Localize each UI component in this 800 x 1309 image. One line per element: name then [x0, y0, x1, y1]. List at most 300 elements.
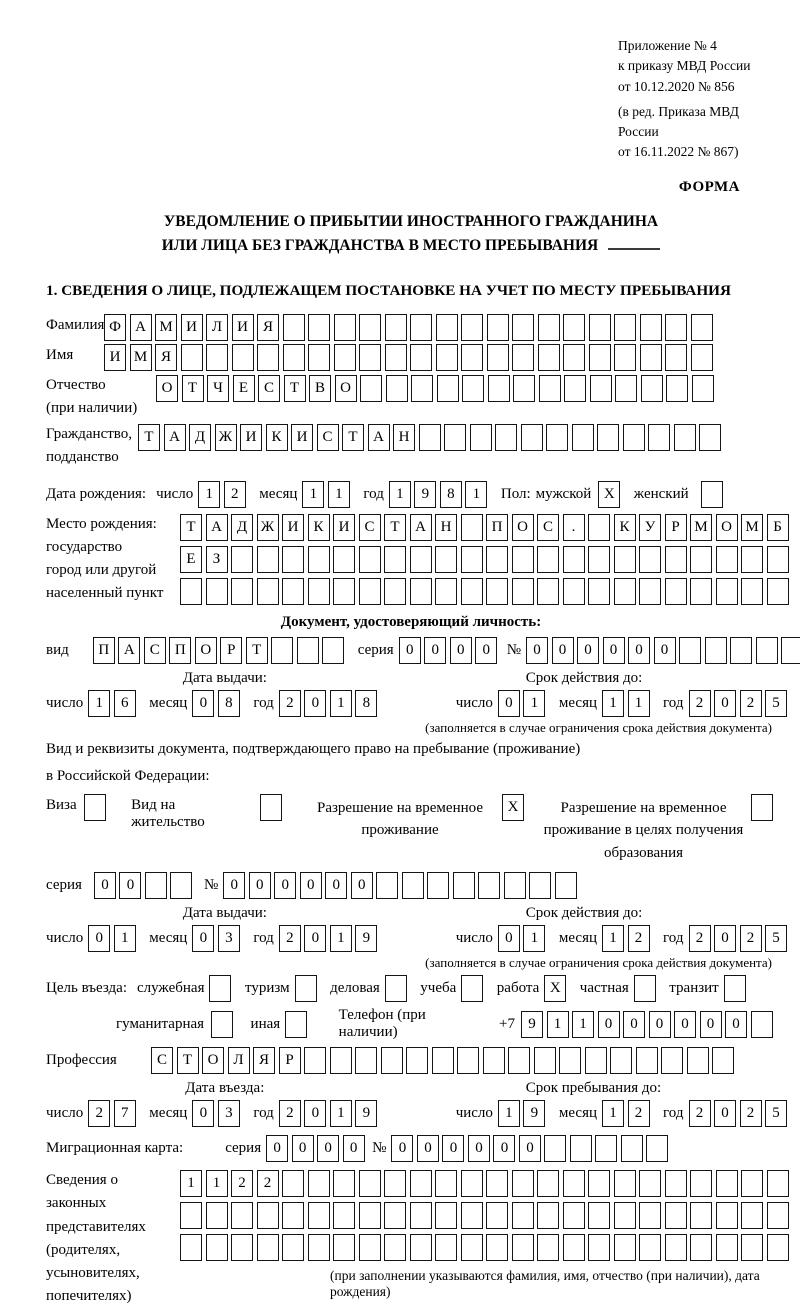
char-cell[interactable] [304, 1047, 326, 1074]
char-cell[interactable] [180, 1202, 202, 1229]
char-cell[interactable] [487, 314, 509, 341]
char-cell[interactable] [257, 344, 279, 371]
char-cell[interactable] [712, 1047, 734, 1074]
char-cell[interactable]: 0 [88, 925, 110, 952]
char-cell[interactable]: 0 [714, 1100, 736, 1127]
char-cell[interactable]: 0 [498, 690, 520, 717]
char-cell[interactable] [359, 1202, 381, 1229]
char-cell[interactable] [486, 578, 508, 605]
char-cell[interactable] [716, 578, 738, 605]
char-cell[interactable]: Т [246, 637, 268, 664]
char-cell[interactable]: 1 [206, 1170, 228, 1197]
char-cell[interactable]: 1 [602, 1100, 624, 1127]
char-cell[interactable]: 0 [304, 1100, 326, 1127]
visa-checkbox[interactable] [84, 794, 106, 821]
char-cell[interactable]: Р [220, 637, 242, 664]
char-cell[interactable]: Т [177, 1047, 199, 1074]
char-cell[interactable] [437, 375, 459, 402]
char-cell[interactable]: 0 [493, 1135, 515, 1162]
char-cell[interactable] [461, 1234, 483, 1261]
char-cell[interactable]: Н [393, 424, 415, 451]
char-cell[interactable] [512, 1234, 534, 1261]
char-cell[interactable]: 0 [391, 1135, 413, 1162]
char-cell[interactable] [512, 546, 534, 573]
char-cell[interactable]: 9 [523, 1100, 545, 1127]
male-checkbox[interactable]: X [598, 481, 620, 508]
char-cell[interactable] [359, 578, 381, 605]
char-cell[interactable] [180, 1234, 202, 1261]
char-cell[interactable]: 2 [689, 690, 711, 717]
char-cell[interactable]: 0 [475, 637, 497, 664]
char-cell[interactable] [359, 1234, 381, 1261]
char-cell[interactable]: 1 [572, 1011, 594, 1038]
char-cell[interactable] [359, 546, 381, 573]
char-cell[interactable]: 9 [521, 1011, 543, 1038]
char-cell[interactable]: П [169, 637, 191, 664]
char-cell[interactable] [538, 344, 560, 371]
char-cell[interactable]: 0 [623, 1011, 645, 1038]
char-cell[interactable]: 1 [330, 690, 352, 717]
char-cell[interactable] [665, 578, 687, 605]
char-cell[interactable] [359, 1170, 381, 1197]
char-cell[interactable] [333, 546, 355, 573]
char-cell[interactable]: И [240, 424, 262, 451]
char-cell[interactable] [564, 375, 586, 402]
char-cell[interactable] [435, 578, 457, 605]
char-cell[interactable] [410, 1234, 432, 1261]
char-cell[interactable]: 1 [302, 481, 324, 508]
char-cell[interactable] [648, 424, 670, 451]
char-cell[interactable] [563, 314, 585, 341]
char-cell[interactable] [639, 1234, 661, 1261]
char-cell[interactable]: 9 [355, 1100, 377, 1127]
char-cell[interactable] [410, 344, 432, 371]
char-cell[interactable]: 6 [114, 690, 136, 717]
char-cell[interactable]: 1 [547, 1011, 569, 1038]
char-cell[interactable] [588, 578, 610, 605]
char-cell[interactable]: 0 [498, 925, 520, 952]
purpose-humanitarian-checkbox[interactable] [211, 1011, 233, 1038]
char-cell[interactable] [716, 1202, 738, 1229]
purpose-study-checkbox[interactable] [461, 975, 483, 1002]
char-cell[interactable] [206, 344, 228, 371]
char-cell[interactable] [435, 1202, 457, 1229]
char-cell[interactable]: О [716, 514, 738, 541]
char-cell[interactable] [381, 1047, 403, 1074]
char-cell[interactable]: И [333, 514, 355, 541]
char-cell[interactable] [410, 546, 432, 573]
purpose-other-checkbox[interactable] [285, 1011, 307, 1038]
char-cell[interactable] [282, 1202, 304, 1229]
char-cell[interactable]: 0 [304, 690, 326, 717]
char-cell[interactable]: 1 [330, 1100, 352, 1127]
char-cell[interactable]: Ж [257, 514, 279, 541]
purpose-work-checkbox[interactable]: X [544, 975, 566, 1002]
char-cell[interactable]: 0 [577, 637, 599, 664]
char-cell[interactable]: 1 [114, 925, 136, 952]
char-cell[interactable] [614, 1202, 636, 1229]
char-cell[interactable] [665, 1234, 687, 1261]
char-cell[interactable] [461, 546, 483, 573]
char-cell[interactable] [588, 1170, 610, 1197]
char-cell[interactable] [508, 1047, 530, 1074]
char-cell[interactable] [563, 546, 585, 573]
char-cell[interactable]: 5 [765, 1100, 787, 1127]
char-cell[interactable] [665, 546, 687, 573]
char-cell[interactable] [546, 424, 568, 451]
char-cell[interactable] [410, 1202, 432, 1229]
char-cell[interactable] [563, 1202, 585, 1229]
char-cell[interactable]: Т [342, 424, 364, 451]
char-cell[interactable]: 0 [192, 690, 214, 717]
char-cell[interactable]: 0 [649, 1011, 671, 1038]
char-cell[interactable] [539, 375, 561, 402]
char-cell[interactable] [537, 546, 559, 573]
char-cell[interactable] [206, 578, 228, 605]
char-cell[interactable] [231, 1202, 253, 1229]
char-cell[interactable] [513, 375, 535, 402]
char-cell[interactable]: 0 [603, 637, 625, 664]
char-cell[interactable]: . [563, 514, 585, 541]
char-cell[interactable] [402, 872, 424, 899]
char-cell[interactable]: Я [253, 1047, 275, 1074]
char-cell[interactable]: П [486, 514, 508, 541]
char-cell[interactable] [639, 1170, 661, 1197]
char-cell[interactable] [665, 344, 687, 371]
char-cell[interactable] [563, 1234, 585, 1261]
char-cell[interactable]: И [181, 314, 203, 341]
char-cell[interactable] [282, 578, 304, 605]
char-cell[interactable] [486, 1234, 508, 1261]
char-cell[interactable]: 0 [700, 1011, 722, 1038]
char-cell[interactable]: Т [384, 514, 406, 541]
char-cell[interactable]: 0 [526, 637, 548, 664]
char-cell[interactable] [538, 314, 560, 341]
char-cell[interactable] [756, 637, 778, 664]
char-cell[interactable]: Ч [207, 375, 229, 402]
char-cell[interactable] [691, 314, 713, 341]
char-cell[interactable] [588, 1202, 610, 1229]
char-cell[interactable] [435, 546, 457, 573]
char-cell[interactable]: Ф [104, 314, 126, 341]
char-cell[interactable] [283, 314, 305, 341]
char-cell[interactable] [180, 578, 202, 605]
char-cell[interactable] [486, 546, 508, 573]
char-cell[interactable]: 1 [330, 925, 352, 952]
char-cell[interactable] [232, 344, 254, 371]
char-cell[interactable] [690, 1170, 712, 1197]
char-cell[interactable] [585, 1047, 607, 1074]
char-cell[interactable] [512, 314, 534, 341]
char-cell[interactable] [614, 578, 636, 605]
char-cell[interactable]: Л [206, 314, 228, 341]
char-cell[interactable]: Ж [215, 424, 237, 451]
char-cell[interactable]: 0 [266, 1135, 288, 1162]
char-cell[interactable]: 0 [343, 1135, 365, 1162]
char-cell[interactable]: С [317, 424, 339, 451]
char-cell[interactable]: 8 [355, 690, 377, 717]
char-cell[interactable] [544, 1135, 566, 1162]
char-cell[interactable]: О [512, 514, 534, 541]
char-cell[interactable] [614, 1234, 636, 1261]
char-cell[interactable] [679, 637, 701, 664]
char-cell[interactable] [355, 1047, 377, 1074]
char-cell[interactable]: Р [665, 514, 687, 541]
char-cell[interactable] [588, 546, 610, 573]
char-cell[interactable] [588, 1234, 610, 1261]
char-cell[interactable] [461, 314, 483, 341]
char-cell[interactable]: 1 [198, 481, 220, 508]
purpose-transit-checkbox[interactable] [724, 975, 746, 1002]
char-cell[interactable]: 0 [94, 872, 116, 899]
char-cell[interactable] [641, 375, 663, 402]
char-cell[interactable] [478, 872, 500, 899]
char-cell[interactable] [595, 1135, 617, 1162]
char-cell[interactable] [636, 1047, 658, 1074]
char-cell[interactable] [690, 1202, 712, 1229]
char-cell[interactable] [333, 1170, 355, 1197]
char-cell[interactable] [206, 1202, 228, 1229]
char-cell[interactable] [692, 375, 714, 402]
char-cell[interactable] [716, 546, 738, 573]
char-cell[interactable] [486, 1202, 508, 1229]
char-cell[interactable] [555, 872, 577, 899]
char-cell[interactable] [436, 314, 458, 341]
char-cell[interactable] [333, 1234, 355, 1261]
char-cell[interactable] [767, 1170, 789, 1197]
char-cell[interactable]: М [130, 344, 152, 371]
char-cell[interactable] [537, 1234, 559, 1261]
char-cell[interactable] [665, 1202, 687, 1229]
char-cell[interactable]: П [93, 637, 115, 664]
char-cell[interactable] [384, 578, 406, 605]
char-cell[interactable] [297, 637, 319, 664]
char-cell[interactable] [308, 1170, 330, 1197]
char-cell[interactable]: О [335, 375, 357, 402]
char-cell[interactable] [435, 1170, 457, 1197]
char-cell[interactable]: 2 [231, 1170, 253, 1197]
char-cell[interactable]: 5 [765, 925, 787, 952]
char-cell[interactable] [597, 424, 619, 451]
char-cell[interactable] [767, 1202, 789, 1229]
char-cell[interactable]: 0 [598, 1011, 620, 1038]
char-cell[interactable] [512, 344, 534, 371]
char-cell[interactable]: 0 [223, 872, 245, 899]
char-cell[interactable] [537, 1202, 559, 1229]
char-cell[interactable] [461, 1170, 483, 1197]
char-cell[interactable] [462, 375, 484, 402]
char-cell[interactable] [333, 1202, 355, 1229]
char-cell[interactable] [419, 424, 441, 451]
char-cell[interactable] [614, 344, 636, 371]
char-cell[interactable] [690, 1234, 712, 1261]
char-cell[interactable] [330, 1047, 352, 1074]
char-cell[interactable] [257, 1202, 279, 1229]
char-cell[interactable]: 8 [440, 481, 462, 508]
char-cell[interactable] [461, 1202, 483, 1229]
char-cell[interactable]: И [282, 514, 304, 541]
char-cell[interactable] [384, 1202, 406, 1229]
char-cell[interactable] [333, 578, 355, 605]
char-cell[interactable]: Я [257, 314, 279, 341]
char-cell[interactable]: С [537, 514, 559, 541]
char-cell[interactable] [512, 1202, 534, 1229]
char-cell[interactable] [661, 1047, 683, 1074]
char-cell[interactable] [623, 424, 645, 451]
char-cell[interactable]: 0 [519, 1135, 541, 1162]
char-cell[interactable]: С [144, 637, 166, 664]
char-cell[interactable] [410, 314, 432, 341]
char-cell[interactable]: Е [180, 546, 202, 573]
char-cell[interactable]: 1 [389, 481, 411, 508]
char-cell[interactable]: 2 [740, 1100, 762, 1127]
char-cell[interactable]: В [309, 375, 331, 402]
char-cell[interactable]: 0 [654, 637, 676, 664]
char-cell[interactable] [691, 344, 713, 371]
char-cell[interactable] [282, 1170, 304, 1197]
char-cell[interactable] [666, 375, 688, 402]
char-cell[interactable]: А [118, 637, 140, 664]
char-cell[interactable] [639, 546, 661, 573]
char-cell[interactable]: Л [228, 1047, 250, 1074]
char-cell[interactable]: Т [284, 375, 306, 402]
char-cell[interactable]: Д [231, 514, 253, 541]
char-cell[interactable] [470, 424, 492, 451]
char-cell[interactable] [384, 1170, 406, 1197]
residence-permit-checkbox[interactable] [260, 794, 282, 821]
char-cell[interactable] [145, 872, 167, 899]
char-cell[interactable]: 8 [218, 690, 240, 717]
temp-residence-checkbox[interactable]: X [502, 794, 524, 821]
char-cell[interactable] [334, 314, 356, 341]
char-cell[interactable] [615, 375, 637, 402]
char-cell[interactable] [572, 424, 594, 451]
char-cell[interactable] [206, 1234, 228, 1261]
char-cell[interactable] [308, 578, 330, 605]
char-cell[interactable]: Д [189, 424, 211, 451]
char-cell[interactable] [590, 375, 612, 402]
char-cell[interactable]: А [410, 514, 432, 541]
char-cell[interactable]: 5 [765, 690, 787, 717]
char-cell[interactable] [427, 872, 449, 899]
char-cell[interactable] [716, 1234, 738, 1261]
char-cell[interactable] [730, 637, 752, 664]
char-cell[interactable] [488, 375, 510, 402]
char-cell[interactable]: 0 [424, 637, 446, 664]
char-cell[interactable] [767, 1234, 789, 1261]
temp-residence-edu-checkbox[interactable] [751, 794, 773, 821]
char-cell[interactable]: 0 [628, 637, 650, 664]
char-cell[interactable]: 0 [725, 1011, 747, 1038]
char-cell[interactable] [614, 314, 636, 341]
char-cell[interactable]: 0 [274, 872, 296, 899]
char-cell[interactable] [610, 1047, 632, 1074]
char-cell[interactable]: М [690, 514, 712, 541]
char-cell[interactable] [570, 1135, 592, 1162]
char-cell[interactable]: 2 [279, 925, 301, 952]
char-cell[interactable]: И [232, 314, 254, 341]
char-cell[interactable] [589, 344, 611, 371]
char-cell[interactable] [257, 578, 279, 605]
char-cell[interactable]: 0 [317, 1135, 339, 1162]
char-cell[interactable] [170, 872, 192, 899]
char-cell[interactable]: О [195, 637, 217, 664]
purpose-business-checkbox[interactable] [209, 975, 231, 1002]
char-cell[interactable]: 2 [224, 481, 246, 508]
char-cell[interactable] [461, 514, 483, 541]
char-cell[interactable]: 0 [417, 1135, 439, 1162]
char-cell[interactable]: 7 [114, 1100, 136, 1127]
char-cell[interactable]: О [202, 1047, 224, 1074]
char-cell[interactable] [534, 1047, 556, 1074]
char-cell[interactable] [231, 1234, 253, 1261]
char-cell[interactable] [308, 1234, 330, 1261]
char-cell[interactable] [674, 424, 696, 451]
char-cell[interactable] [716, 1170, 738, 1197]
char-cell[interactable] [308, 1202, 330, 1229]
char-cell[interactable]: 1 [465, 481, 487, 508]
char-cell[interactable]: 1 [328, 481, 350, 508]
char-cell[interactable]: С [151, 1047, 173, 1074]
char-cell[interactable]: 1 [523, 925, 545, 952]
char-cell[interactable]: К [308, 514, 330, 541]
char-cell[interactable]: С [258, 375, 280, 402]
char-cell[interactable] [283, 344, 305, 371]
char-cell[interactable] [282, 1234, 304, 1261]
char-cell[interactable] [665, 314, 687, 341]
char-cell[interactable] [640, 314, 662, 341]
char-cell[interactable]: 0 [119, 872, 141, 899]
char-cell[interactable] [563, 578, 585, 605]
char-cell[interactable] [614, 1170, 636, 1197]
char-cell[interactable]: 0 [674, 1011, 696, 1038]
char-cell[interactable] [322, 637, 344, 664]
char-cell[interactable]: 9 [414, 481, 436, 508]
char-cell[interactable] [741, 546, 763, 573]
char-cell[interactable]: А [164, 424, 186, 451]
char-cell[interactable] [483, 1047, 505, 1074]
char-cell[interactable] [271, 637, 293, 664]
char-cell[interactable]: 2 [279, 690, 301, 717]
char-cell[interactable] [385, 314, 407, 341]
char-cell[interactable]: М [741, 514, 763, 541]
char-cell[interactable]: 0 [192, 1100, 214, 1127]
char-cell[interactable]: 3 [218, 1100, 240, 1127]
char-cell[interactable] [504, 872, 526, 899]
char-cell[interactable] [486, 1170, 508, 1197]
char-cell[interactable] [537, 1170, 559, 1197]
char-cell[interactable] [386, 375, 408, 402]
char-cell[interactable]: К [614, 514, 636, 541]
char-cell[interactable]: 2 [689, 925, 711, 952]
char-cell[interactable] [741, 1170, 763, 1197]
char-cell[interactable] [563, 1170, 585, 1197]
char-cell[interactable]: 2 [628, 925, 650, 952]
char-cell[interactable]: 0 [714, 690, 736, 717]
char-cell[interactable]: С [359, 514, 381, 541]
char-cell[interactable] [621, 1135, 643, 1162]
char-cell[interactable]: 0 [399, 637, 421, 664]
char-cell[interactable]: 9 [355, 925, 377, 952]
char-cell[interactable] [231, 578, 253, 605]
char-cell[interactable]: И [104, 344, 126, 371]
char-cell[interactable] [453, 872, 475, 899]
char-cell[interactable] [376, 872, 398, 899]
char-cell[interactable] [360, 375, 382, 402]
char-cell[interactable]: 1 [498, 1100, 520, 1127]
char-cell[interactable] [751, 1011, 773, 1038]
char-cell[interactable]: 2 [88, 1100, 110, 1127]
